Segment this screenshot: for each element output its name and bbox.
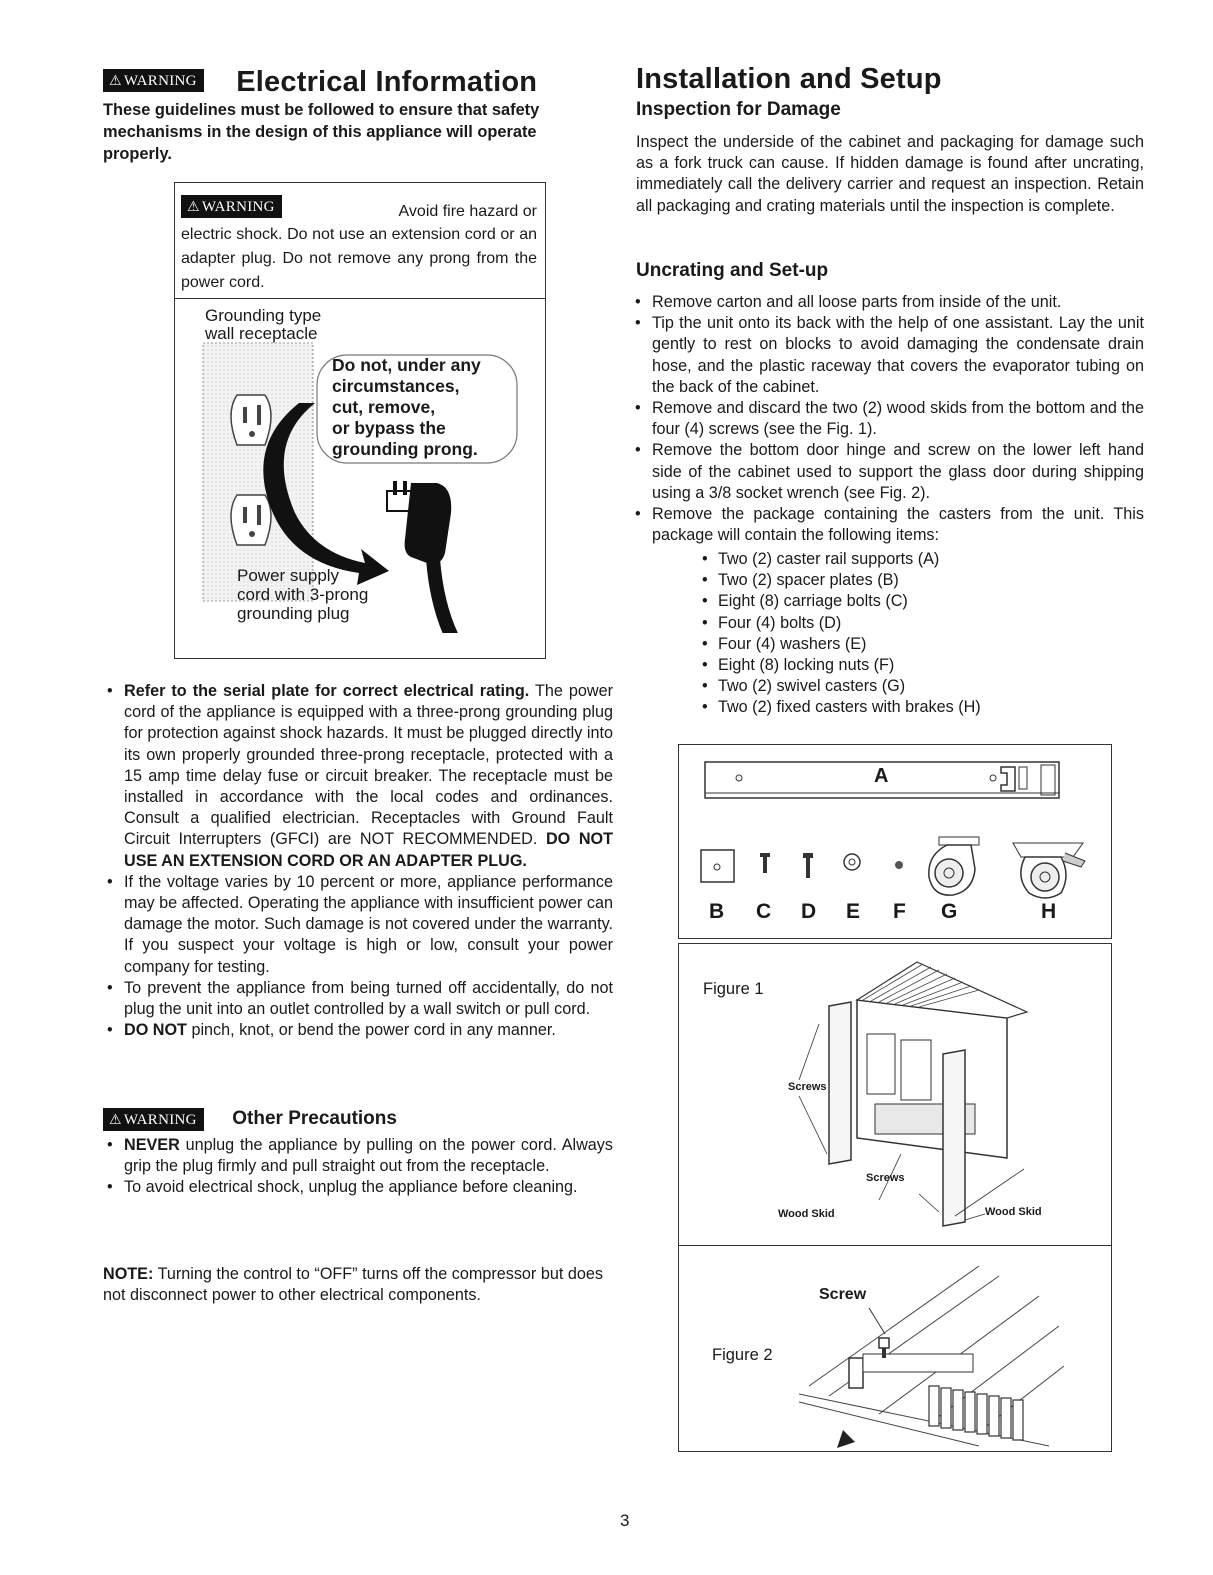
spacer-plate-icon [701,850,734,882]
list-item: • Two (2) fixed casters with brakes (H) [698,697,1098,718]
figure-2-screw-label: Screw [819,1286,867,1303]
part-label-d: D [801,900,817,923]
warning-triangle-icon: ⚠ [109,1112,122,1128]
list-item: • To prevent the appliance from being turned off accidentally, do not plug the unit into an outlet controlled by a wall switch or pull cord. [103,978,613,1020]
part-label-e: E [846,900,861,923]
outlet-upper [231,395,271,445]
list-item: • DO NOT pinch, knot, or bend the power cord in any manner. [103,1020,613,1041]
note: NOTE: Turning the control to “OFF” turns off the compressor but does not disconnect power to other electrical components. [103,1265,603,1305]
package-items [698,549,1098,719]
parts-figure [678,744,1112,939]
warning-badge: ⚠ WARNING [103,1108,204,1131]
figure-2-illustration [679,1246,1110,1450]
list-item: • Tip the unit onto its back with the help of one assistant. Lay the unit gently to rest on blocks to avoid damaging the condensate drain hose, and the plastic raceway that covers the evaporator tubing on the back of the cabinet. [631,313,1144,398]
figure-1-skid-label-2: Wood Skid [985,1206,1042,1218]
list-item: • To avoid electrical shock, unplug the appliance before cleaning. [103,1177,613,1198]
receptacle-label: Grounding type wall receptacle [205,306,322,343]
outlet-lower [231,495,271,545]
figure-1-illustration [679,944,1110,1244]
warning-box-text [175,183,545,295]
bolt-icon [803,853,813,878]
uncrating-steps [631,292,1144,546]
precautions-title: Other Precautions [232,1108,397,1129]
electrical-intro: These guidelines must be followed to ensure that safety mechanisms in the design of this appliance will operate properly. [103,101,540,163]
locking-nut-icon [895,861,903,869]
figure-1-label: Figure 1 [703,980,764,998]
figure-2-label: Figure 2 [712,1346,773,1364]
inspection-title: Inspection for Damage [636,99,841,120]
section-title-electrical: Electrical Information [236,66,538,98]
precautions-list [103,1135,613,1199]
list-item: • Eight (8) carriage bolts (C) [698,591,1098,612]
electrical-header [103,66,613,99]
wood-skid-right [943,1050,965,1226]
list-item: • Two (2) swivel casters (G) [698,676,1098,697]
figure-1-screws-label: Screws [788,1081,827,1093]
list-item: • Four (4) washers (E) [698,634,1098,655]
warning-box-body: electric shock. Do not use an extension cord or an adapter plug. Do not remove any prong from the power cord. [181,226,537,291]
warning-triangle-icon: ⚠ [187,199,200,215]
part-label-h: H [1041,900,1057,923]
figure-2 [678,1245,1112,1452]
page-number: 3 [620,1511,630,1530]
list-item: • Two (2) spacer plates (B) [698,570,1098,591]
warning-box-lead: Avoid fire hazard or [398,203,537,220]
list-item: • If the voltage varies by 10 percent or more, appliance performance may be affected. Operating the appliance with insufficient power can damage the motor. Such damage is not covered under the warranty. If you suspect your voltage is high or low, consult your power company for testing. [103,872,613,978]
figure-1-skid-label: Wood Skid [778,1208,835,1220]
swivel-caster-icon [929,837,979,895]
warning-badge-small: ⚠ WARNING [181,195,282,218]
list-item: • Two (2) caster rail supports (A) [698,549,1098,570]
figure-1 [678,943,1112,1246]
uncrating-title: Uncrating and Set-up [636,260,829,281]
list-item: • Refer to the serial plate for correct electrical rating. The power cord of the appliance is equipped with a three-prong grounding plug for protection against shock hazards. It must be plugged directly into its own properly grounded three-prong receptacle, protected with a 15 amp time delay fuse or circuit breaker. The receptacle must be installed in accordance with the local codes and ordinances. Consult a qualified electrician. Receptacles with Ground Fault Circuit Interrupters (GFCI) are NOT RECOMMENDED. DO NOT USE AN EXTENSION CORD OR AN ADAPTER PLUG. [103,681,613,872]
grounding-callout: Do not, under any circumstances, cut, remove, or bypass the grounding prong. [332,355,481,459]
part-label-c: C [756,900,772,923]
inspection-text: Inspect the underside of the cabinet and packaging for damage such as a fork truck can cause. If hidden damage is found after uncrating, immediately call the delivery carrier and request an inspection. Retain all packaging and crating materials until the inspection is complete. [636,133,1144,215]
list-item: • Remove carton and all loose parts from inside of the unit. [631,292,1144,313]
precautions-header [103,1108,397,1131]
cord-label: Power supply cord with 3-prong grounding plug [237,566,369,623]
electrical-bullets [103,681,613,1041]
washer-icon [844,854,860,870]
warning-triangle-icon: ⚠ [109,73,122,89]
list-item: • Four (4) bolts (D) [698,613,1098,634]
warning-badge: ⚠ WARNING [103,69,204,92]
carriage-bolt-icon [760,853,770,873]
figure-1-screws-label-2: Screws [866,1172,905,1184]
list-item: • Remove and discard the two (2) wood skids from the bottom and the four (4) screws (see the Fig. 1). [631,398,1144,440]
fixed-caster-icon [1013,843,1085,898]
plug-icon [387,481,455,633]
list-item: • NEVER unplug the appliance by pulling on the power cord. Always grip the plug firmly and pull straight out from the receptacle. [103,1135,613,1177]
part-label-b: B [709,900,725,923]
wood-skid-left [829,1002,851,1164]
part-label-a: A [874,765,889,787]
part-label-f: F [893,900,906,923]
list-item: • Remove the package containing the casters from the unit. This package will contain the following items: [631,504,1144,546]
list-item: • Remove the bottom door hinge and screw on the lower left hand side of the cabinet used to support the glass door during shipping using a 3/8 socket wrench (see Fig. 2). [631,440,1144,504]
part-label-g: G [941,900,958,923]
section-title-installation: Installation and Setup [636,63,942,95]
warning-box [174,182,546,659]
list-item: • Eight (8) locking nuts (F) [698,655,1098,676]
